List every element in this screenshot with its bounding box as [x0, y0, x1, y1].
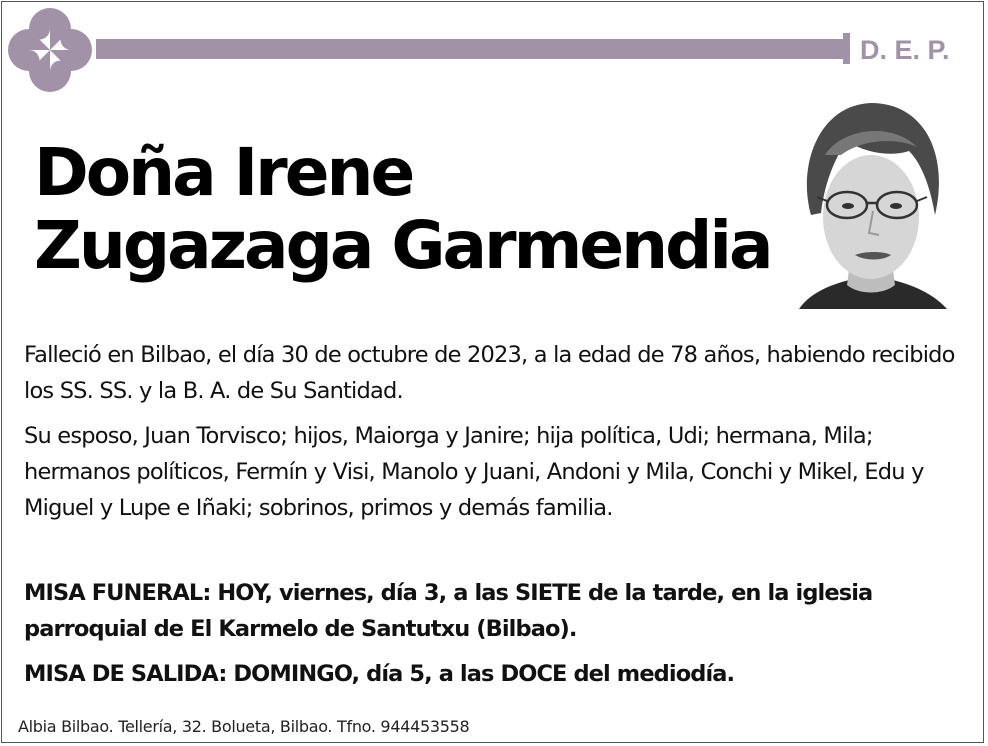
dep-label: D. E. P. — [860, 35, 950, 65]
family-paragraph: Su esposo, Juan Torvisco; hijos, Maiorga y Janire; hija política, Udi; hermana, Mila; hermanos políticos, Fermín y Visi, Manolo y Juani, Andoni y Mila, Conchi y Mikel, Edu y Miguel y Lupe e Iñaki; sobrinos, primos y demás familia. — [24, 423, 924, 521]
deceased-name-line2: Zugazaga Garmendia — [34, 207, 771, 284]
header-bar-cap — [843, 33, 850, 64]
departure-mass-paragraph: MISA DE SALIDA: DOMINGO, día 5, a las DOCE del mediodía. — [24, 661, 735, 687]
lauburu-icon — [8, 8, 92, 92]
funeral-home-footer: Albia Bilbao. Tellería, 32. Bolueta, Bilbao. Tfno. 944453558 — [18, 717, 470, 736]
death-notice-paragraph: Falleció en Bilbao, el día 30 de octubre de 2023, a la edad de 78 años, habiendo recibido los SS. SS. y la B. A. de Su Santidad. — [24, 342, 955, 404]
portrait-photo — [791, 95, 951, 309]
funeral-mass-paragraph: MISA FUNERAL: HOY, viernes, día 3, a las SIETE de la tarde, en la iglesia parroquial de El Karmelo de Santutxu (Bilbao). — [24, 580, 873, 642]
header-bar — [96, 39, 848, 59]
deceased-name-line1: Doña Irene — [34, 134, 413, 211]
